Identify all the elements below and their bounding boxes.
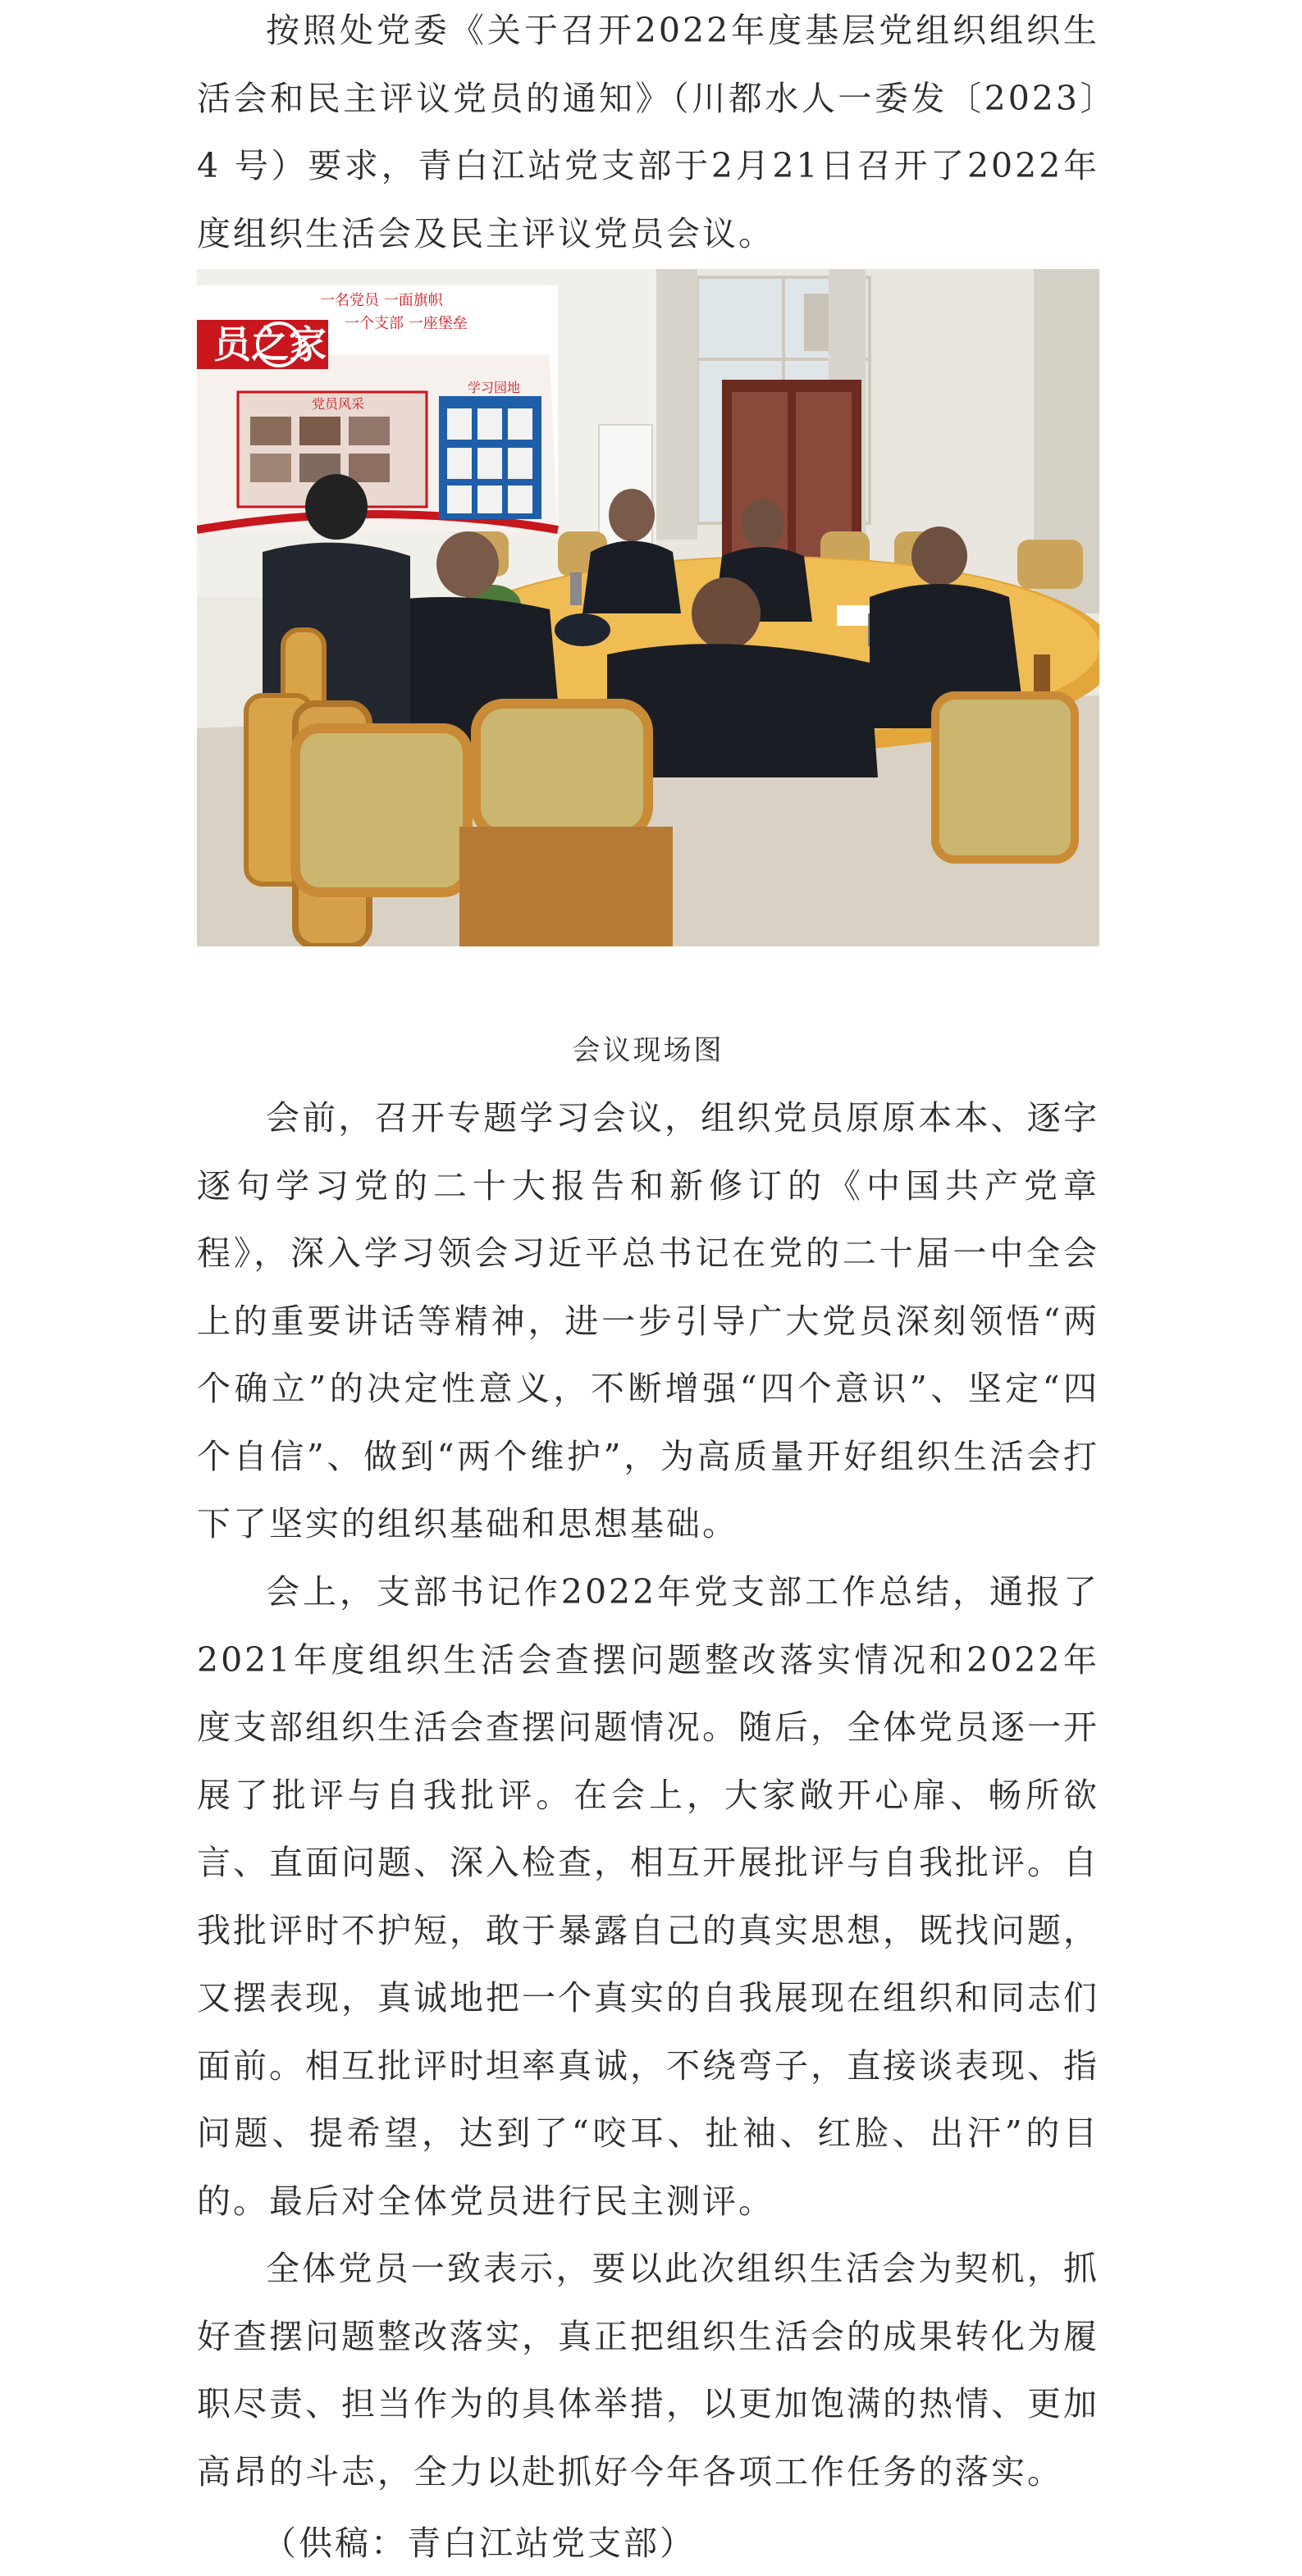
- board-right-title: 学习园地: [468, 380, 521, 395]
- wall-title-text: 员之家: [213, 322, 327, 367]
- credit-line: （供稿：青白江站党支部）: [263, 2524, 696, 2563]
- meeting-photo: [197, 269, 1099, 946]
- pre-meeting-paragraph: 会前，召开专题学习会议，组织党员原原本本、逐字逐句学习党的二十大报告和新修订的《中国共产党章程》，深入学习领会习近平总书记在党的二十届一中全会上的重要讲话等精神，进一步引导广大党员深刻领悟“两个确立”的决定性意义，不断增强“四个意识”、坚定“四个自信”、做到“两个维护”，为高质量开好组织生活会打下了坚实的组织基础和思想基础。: [197, 1098, 1099, 1543]
- meeting-photo-illustration: [197, 269, 1099, 946]
- meeting-paragraph: 会上，支部书记作2022年党支部工作总结，通报了2021年度组织生活会查摆问题整改落实情况和2022年度支部组织生活会查摆问题情况。随后，全体党员逐一开展了批评与自我批评。在会上，大家敞开心扉、畅所欲言、直面问题、深入检查，相互开展批评与自我批评。自我批评时不护短，敢于暴露自己的真实思想，既找问题，又摆表现，真诚地把一个真实的自我展现在组织和同志们面前。相互批评时坦率真诚，不绕弯子，直接谈表现、指问题、提希望，达到了“咬耳、扯袖、红脸、出汗”的目的。最后对全体党员进行民主测评。: [197, 1572, 1099, 2221]
- wall-slogan-1: 一名党员 一面旗帜: [320, 292, 443, 309]
- board-left-title: 党员风采: [312, 396, 365, 412]
- wall-slogan-2: 一个支部 一座堡垒: [345, 315, 468, 332]
- intro-paragraph: 按照处党委《关于召开2022年度基层党组织组织生活会和民主评议党员的通知》（川都水人一委发〔2023〕4 号）要求，青白江站党支部于2月21日召开了2022年度组织生活会及民主评议党员会议。: [197, 11, 1099, 253]
- photo-caption: 会议现场图: [572, 1034, 724, 1067]
- conclusion-paragraph: 全体党员一致表示，要以此次组织生活会为契机，抓好查摆问题整改落实，真正把组织生活会的成果转化为履职尽责、担当作为的具体举措，以更加饱满的热情、更加高昂的斗志，全力以赴抓好今年各项工作任务的落实。: [197, 2249, 1099, 2492]
